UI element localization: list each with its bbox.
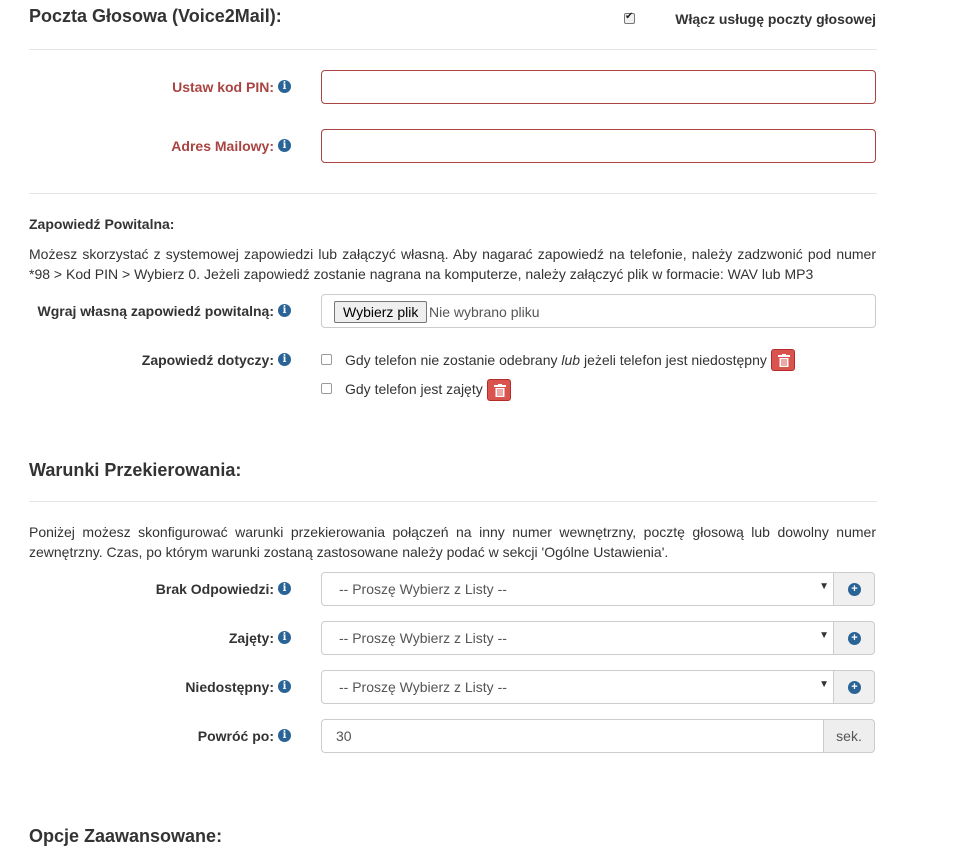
greeting-heading: Zapowiedź Powitalna: [29, 216, 175, 232]
info-icon[interactable]: i [278, 582, 291, 595]
option-no-answer-label [345, 352, 767, 368]
divider [29, 501, 877, 502]
plus-circle-icon: + [848, 632, 861, 645]
divider [29, 49, 877, 50]
info-icon[interactable]: i [278, 80, 291, 93]
info-icon[interactable]: i [278, 139, 291, 152]
seconds-addon: sek. [824, 719, 875, 753]
option-no-answer-text-or: lub [561, 352, 581, 368]
trash-icon [494, 384, 506, 397]
info-icon[interactable]: i [278, 680, 291, 693]
greeting-description: Możesz skorzystać z systemowej zapowiedzi lub załączyć własną. Aby nagarać zapowiedź na telefonie, należy zadzwonić pod numer *98 > Kod PIN > Wybierz 0. Jeżeli zapowiedź zostanie nagrana na komputerze, należy załączyć plik w formacie: WAV lub MP3 [29, 246, 876, 282]
plus-circle-icon: + [848, 681, 861, 694]
email-label: Adres Mailowy: [171, 138, 274, 154]
unavailable-select-value: -- Proszę Wybierz z Listy -- [339, 679, 507, 695]
enable-voicemail-label: Włącz usługę poczty głosowej [675, 11, 876, 27]
choose-file-button[interactable]: Wybierz plik [334, 301, 427, 323]
return-after-value: 30 [336, 728, 352, 744]
busy-label: Zajęty: [228, 630, 274, 646]
no-answer-label: Brak Odpowiedzi: [155, 581, 274, 597]
info-icon[interactable]: i [278, 353, 291, 366]
forwarding-description: Poniżej możesz skonfigurować warunki przekierowania połączeń na inny numer wewnętrzny, pocztę głosową lub dowolny numer zewnętrzny. Czas, po którym warunki zostaną zastosowane należy podać w sekcji 'Ogólne Ustawienia'. [29, 524, 876, 560]
option-no-answer-text-1: Gdy telefon nie zostanie odebrany [345, 352, 558, 368]
upload-label: Wgraj własną zapowiedź powitalną: [37, 303, 274, 319]
info-icon[interactable]: i [278, 729, 291, 742]
delete-busy-greeting-button[interactable] [487, 379, 511, 401]
plus-circle-icon: + [848, 583, 861, 596]
option-no-answer-checkbox[interactable] [321, 354, 332, 365]
busy-select[interactable] [321, 621, 834, 655]
return-after-label: Powróć po: [197, 728, 274, 744]
busy-add-button[interactable] [834, 621, 875, 655]
info-icon[interactable]: i [278, 631, 291, 644]
forwarding-title: Warunki Przekierowania: [29, 460, 242, 480]
pin-label: Ustaw kod PIN: [172, 79, 274, 95]
pin-input[interactable] [321, 70, 876, 104]
info-icon[interactable]: i [278, 304, 291, 317]
no-file-text: Nie wybrano pliku [429, 304, 540, 320]
caret-down-icon: ▼ [819, 630, 829, 641]
trash-icon [778, 354, 790, 367]
return-after-input[interactable] [321, 719, 824, 753]
option-busy-checkbox[interactable] [321, 383, 332, 394]
caret-down-icon: ▼ [819, 679, 829, 690]
no-answer-select-value: -- Proszę Wybierz z Listy -- [339, 581, 507, 597]
no-answer-add-button[interactable] [834, 572, 875, 606]
busy-select-value: -- Proszę Wybierz z Listy -- [339, 630, 507, 646]
option-no-answer-text-2: jeżeli telefon jest niedostępny [583, 352, 767, 368]
applies-label: Zapowiedź dotyczy: [141, 352, 274, 368]
unavailable-select[interactable] [321, 670, 834, 704]
email-input[interactable] [321, 129, 876, 163]
advanced-title: Opcje Zaawansowane: [29, 826, 223, 846]
option-busy-label: Gdy telefon jest zajęty [345, 381, 483, 397]
no-answer-select[interactable] [321, 572, 834, 606]
divider [29, 193, 877, 194]
unavailable-add-button[interactable] [834, 670, 875, 704]
enable-voicemail-checkbox[interactable] [624, 13, 635, 24]
delete-no-answer-greeting-button[interactable] [771, 349, 795, 371]
voicemail-title: Poczta Głosowa (Voice2Mail): [29, 6, 282, 26]
caret-down-icon: ▼ [819, 581, 829, 592]
unavailable-label: Niedostępny: [185, 679, 274, 695]
